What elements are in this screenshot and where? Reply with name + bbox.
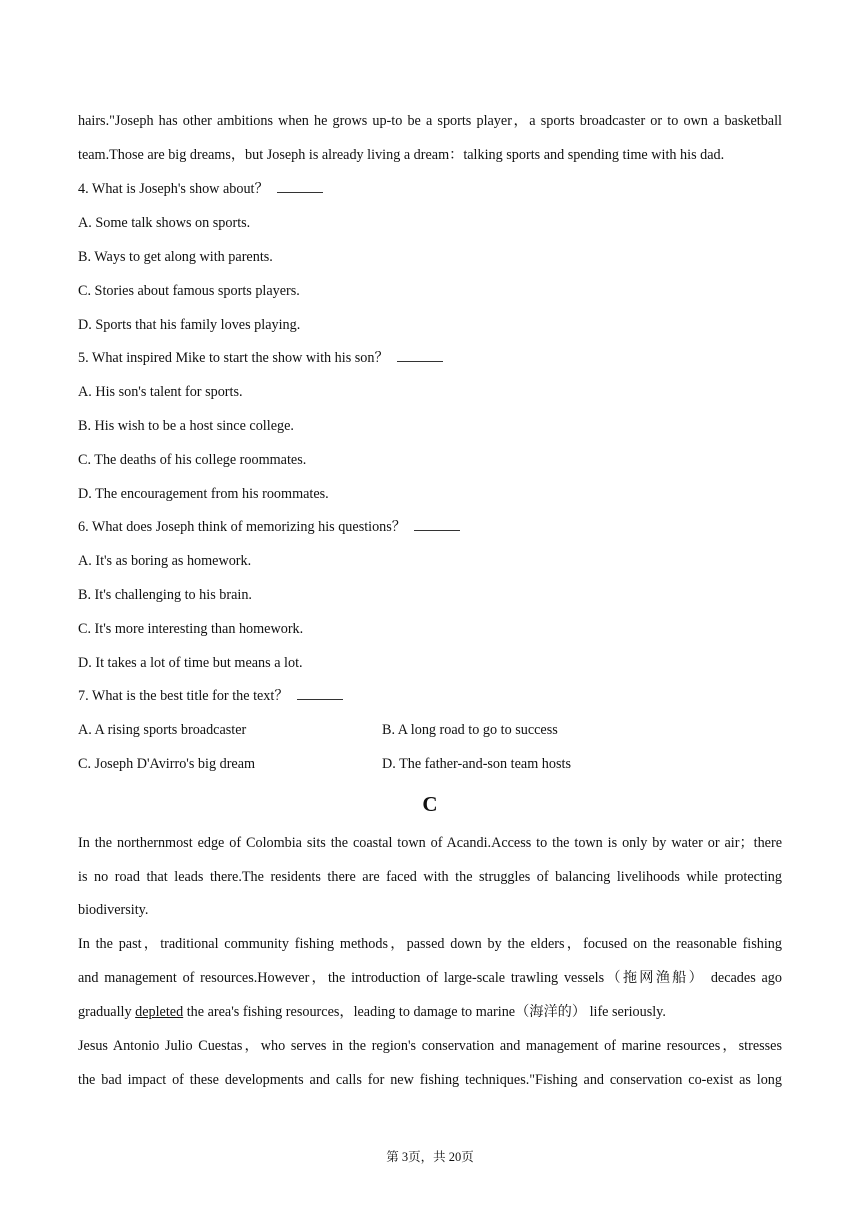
- page-footer: 第 3页，共 20页: [386, 1150, 474, 1164]
- passage-line: biodiversity.: [78, 902, 149, 918]
- question-7-option-a: A. A rising sports broadcaster: [78, 722, 247, 738]
- question-4-option-c: C. Stories about famous sports players.: [78, 283, 300, 299]
- passage-line: Jesus Antonio Julio Cuestas，who serves in the region's conservation and management of marine resources，stresses: [78, 1038, 782, 1054]
- question-6-option-b: B. It's challenging to his brain.: [78, 587, 252, 603]
- question-5-stem: 5. What inspired Mike to start the show with his son？: [78, 348, 782, 368]
- passage-line: In the past，traditional community fishing methods，passed down by the elders，focused on the reasonable fishing: [78, 936, 782, 952]
- question-6-option-c: C. It's more interesting than homework.: [78, 621, 304, 637]
- passage-line: hairs."Joseph has other ambitions when he grows up-to be a sports player，a sports broadcaster or to own a basketball: [78, 113, 782, 129]
- question-7-options-row-2: [78, 754, 782, 774]
- passage-line: team.Those are big dreams，but Joseph is already living a dream：talking sports and spending time with his dad.: [78, 147, 725, 163]
- question-7-stem: 7. What is the best title for the text？: [78, 686, 782, 706]
- underlined-word: depleted: [135, 1004, 184, 1020]
- passage-line: gradually depleted the area's fishing resources，leading to damage to marine（海洋的） life seriously.: [78, 1004, 666, 1020]
- question-4-option-b: B. Ways to get along with parents.: [78, 249, 273, 265]
- answer-blank[interactable]: [414, 519, 460, 531]
- question-5-option-d: D. The encouragement from his roommates.: [78, 486, 329, 502]
- question-6-stem: 6. What does Joseph think of memorizing his questions？: [78, 517, 782, 537]
- question-6-option-a: A. It's as boring as homework.: [78, 553, 252, 569]
- passage-line: is no road that leads there.The residents there are faced with the struggles of balancing livelihoods while protecting: [78, 869, 782, 885]
- question-7-options-row-1: [78, 720, 782, 740]
- question-4-option-d: D. Sports that his family loves playing.: [78, 317, 301, 333]
- answer-blank[interactable]: [297, 688, 343, 700]
- question-5-option-c: C. The deaths of his college roommates.: [78, 452, 307, 468]
- section-c-title: C: [422, 792, 438, 816]
- answer-blank[interactable]: [277, 181, 323, 193]
- question-4-option-a: A. Some talk shows on sports.: [78, 215, 251, 231]
- question-5-option-a: A. His son's talent for sports.: [78, 384, 243, 400]
- question-6-option-d: D. It takes a lot of time but means a lot.: [78, 655, 303, 671]
- passage-line: the bad impact of these developments and calls for new fishing techniques."Fishing and conservation co-exist as long: [78, 1072, 782, 1088]
- question-5-option-b: B. His wish to be a host since college.: [78, 418, 294, 434]
- question-7-option-d: D. The father-and-son team hosts: [382, 756, 571, 772]
- question-7-option-b: B. A long road to go to success: [382, 722, 558, 738]
- question-4-stem: 4. What is Joseph's show about？: [78, 179, 782, 199]
- question-7-option-c: C. Joseph D'Avirro's big dream: [78, 756, 256, 772]
- answer-blank[interactable]: [397, 350, 443, 362]
- passage-line: and management of resources.However，the introduction of large-scale trawling vessels（拖网渔船） decades ago: [78, 970, 782, 986]
- passage-line: In the northernmost edge of Colombia sits the coastal town of Acandi.Access to the town is only by water or air；there: [78, 835, 782, 851]
